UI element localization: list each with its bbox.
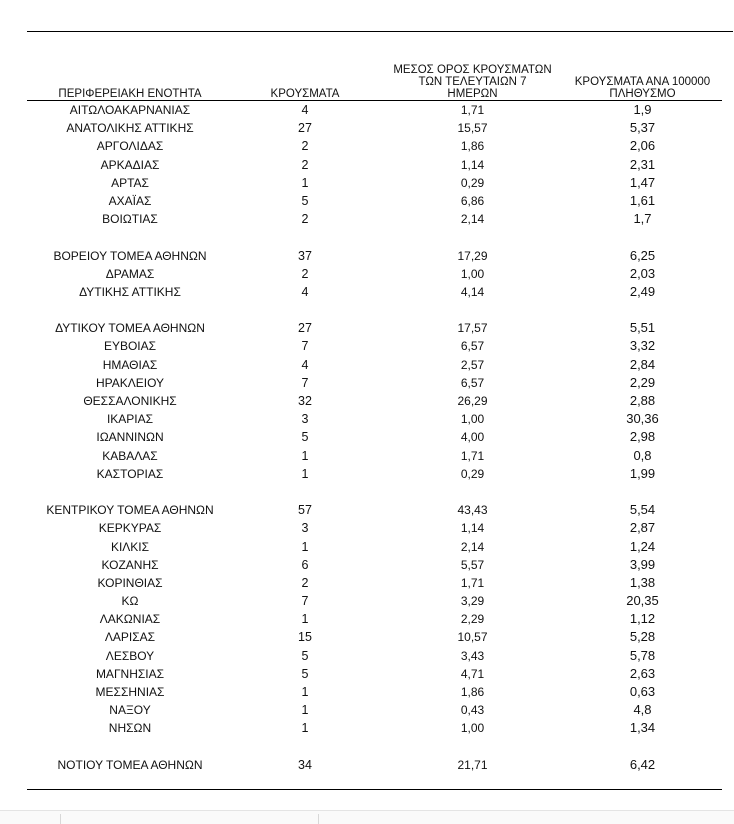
cell-avg: 0,29 (460, 175, 485, 190)
cell-avg: 0,29 (460, 466, 485, 481)
viewer-footer (0, 810, 734, 824)
cell-cases: 4 (301, 284, 309, 299)
cell-per: 1,7 (633, 211, 652, 227)
cell-avg: 1,14 (460, 157, 485, 172)
table-row (0, 410, 734, 428)
cell-cases: 57 (298, 503, 312, 518)
table-row (0, 137, 734, 155)
cell-region: ΛΑΡΙΣΑΣ (104, 630, 156, 645)
cell-per: 6,42 (629, 756, 656, 772)
cell-cases: 34 (298, 757, 312, 772)
cell-per: 3,99 (629, 556, 656, 572)
cell-avg: 1,00 (460, 266, 485, 281)
cell-avg: 1,71 (460, 448, 485, 463)
table-row (0, 701, 734, 719)
cell-avg: 10,57 (457, 630, 488, 645)
cell-region: ΘΕΣΣΑΛΟΝΙΚΗΣ (83, 394, 177, 408)
cell-avg: 2,29 (460, 612, 485, 627)
table-body (0, 101, 734, 774)
cell-cases: 1 (301, 466, 309, 481)
cell-avg: 1,71 (460, 103, 485, 117)
cell-region: ΚΟΖΑΝΗΣ (101, 557, 159, 572)
header-per-line1: ΚΡΟΥΣΜΑΤΑ ΑΝΑ 100000 (574, 76, 711, 88)
cell-per: 5,54 (629, 502, 656, 518)
table-row (0, 683, 734, 701)
group-spacer (0, 483, 734, 501)
cell-per: 5,28 (629, 629, 656, 645)
cell-region: ΑΧΑΪΑΣ (108, 193, 152, 208)
table-row (0, 392, 734, 410)
cell-cases: 7 (301, 375, 309, 390)
table-row (0, 538, 734, 556)
cell-avg: 6,57 (460, 375, 485, 390)
cell-per: 2,31 (629, 156, 656, 172)
cell-per: 3,32 (629, 338, 656, 354)
cell-avg: 21,71 (457, 757, 488, 772)
table-row (0, 447, 734, 465)
cell-avg: 26,29 (457, 394, 488, 408)
table-row (0, 247, 734, 265)
table-row (0, 119, 734, 137)
cell-region: ΔΡΑΜΑΣ (105, 266, 155, 281)
header-cases: ΚΡΟΥΣΜΑΤΑ (270, 88, 340, 100)
cell-avg: 4,14 (460, 284, 485, 299)
cell-region: ΝΟΤΙΟΥ ΤΟΜΕΑ ΑΘΗΝΩΝ (57, 757, 203, 772)
cell-cases: 5 (301, 648, 309, 663)
cell-region: ΗΡΑΚΛΕΙΟΥ (95, 375, 165, 390)
group-spacer (0, 228, 734, 246)
table-row (0, 501, 734, 519)
cell-avg: 6,86 (460, 193, 485, 208)
cell-cases: 15 (298, 630, 312, 645)
table-row (0, 647, 734, 665)
cell-per: 2,98 (629, 429, 656, 445)
cell-region: ΛΕΣΒΟΥ (105, 648, 155, 663)
cell-cases: 5 (301, 666, 309, 681)
cell-cases: 4 (301, 357, 309, 372)
cell-cases: 27 (298, 121, 312, 136)
cell-avg: 5,57 (460, 557, 485, 572)
cell-region: ΚΟΡΙΝΘΙΑΣ (97, 575, 163, 590)
cell-per: 0,8 (633, 447, 652, 463)
cell-region: ΙΚΑΡΙΑΣ (106, 412, 154, 427)
cell-per: 5,78 (629, 647, 656, 663)
header-avg-line1: ΜΕΣΟΣ ΟΡΟΣ ΚΡΟΥΣΜΑΤΩΝ (393, 64, 552, 76)
cell-cases: 6 (301, 557, 309, 572)
cell-cases: 2 (301, 212, 309, 227)
cell-avg: 4,00 (460, 430, 485, 445)
table-row (0, 156, 734, 174)
cell-cases: 1 (301, 612, 309, 627)
cell-per: 1,34 (629, 720, 656, 736)
cell-per: 2,03 (629, 265, 656, 281)
cell-cases: 4 (301, 103, 309, 117)
cell-region: ΜΑΓΝΗΣΙΑΣ (95, 666, 165, 681)
header-avg-line3: ΗΜΕΡΩΝ (447, 88, 498, 100)
group-spacer (0, 301, 734, 319)
cell-avg: 1,86 (460, 139, 485, 154)
cell-region: ΙΩΑΝΝΙΝΩΝ (96, 430, 164, 445)
cell-per: 1,38 (629, 574, 656, 590)
cell-cases: 7 (301, 339, 309, 354)
cell-region: ΜΕΣΣΗΝΙΑΣ (95, 685, 165, 699)
cell-avg: 4,71 (460, 666, 485, 681)
cell-region: ΚΑΒΑΛΑΣ (102, 448, 158, 463)
group-spacer (0, 738, 734, 756)
cell-per: 1,61 (629, 192, 656, 208)
cell-region: ΕΥΒΟΙΑΣ (103, 339, 157, 354)
cell-cases: 2 (301, 139, 309, 154)
top-rule (27, 31, 733, 32)
cell-region: ΔΥΤΙΚΟΥ ΤΟΜΕΑ ΑΘΗΝΩΝ (55, 321, 205, 336)
cell-avg: 3,43 (460, 648, 485, 663)
cell-avg: 2,57 (460, 357, 485, 372)
table-row (0, 756, 734, 774)
cell-avg: 17,57 (457, 321, 488, 336)
cell-per: 1,9 (633, 102, 652, 117)
cell-region: ΝΗΣΩΝ (108, 721, 152, 736)
cell-region: ΚΕΡΚΥΡΑΣ (98, 521, 162, 536)
table-header (0, 50, 734, 100)
header-region: ΠΕΡΙΦΕΡΕΙΑΚΗ ΕΝΟΤΗΤΑ (58, 88, 202, 100)
header-per-line2: ΠΛΗΘΥΣΜΟ (609, 88, 676, 100)
table-row (0, 719, 734, 737)
table-row (0, 283, 734, 301)
cell-per: 2,63 (629, 665, 656, 681)
cell-per: 4,8 (633, 702, 652, 718)
cell-cases: 1 (301, 703, 309, 718)
header-per-100k (555, 76, 730, 100)
table-row (0, 174, 734, 192)
cell-cases: 1 (301, 448, 309, 463)
cell-cases: 1 (301, 175, 309, 190)
table-row (0, 428, 734, 446)
cell-cases: 2 (301, 266, 309, 281)
cell-per: 20,35 (626, 593, 659, 609)
cell-cases: 1 (301, 685, 309, 699)
cell-per: 5,37 (629, 120, 656, 136)
cell-cases: 1 (301, 721, 309, 736)
table-row (0, 665, 734, 683)
cell-avg: 1,14 (460, 521, 485, 536)
cell-region: ΒΟΙΩΤΙΑΣ (102, 212, 158, 227)
cell-avg: 2,14 (460, 212, 485, 227)
table-row (0, 374, 734, 392)
table-row (0, 519, 734, 537)
header-avg (380, 64, 565, 100)
cell-region: ΝΑΞΟΥ (109, 703, 151, 718)
table-row (0, 465, 734, 483)
table-row (0, 610, 734, 628)
cell-per: 1,24 (629, 538, 656, 554)
cell-avg: 6,57 (460, 339, 485, 354)
table-row (0, 356, 734, 374)
cell-cases: 2 (301, 575, 309, 590)
cell-cases: 32 (298, 394, 312, 408)
cell-region: ΑΡΤΑΣ (111, 175, 149, 190)
table-row (0, 628, 734, 646)
table-row (0, 210, 734, 228)
cell-avg: 1,00 (460, 412, 485, 427)
cell-region: ΑΡΚΑΔΙΑΣ (100, 157, 160, 172)
cell-per: 2,84 (629, 356, 656, 372)
cell-per: 6,25 (629, 247, 656, 263)
bottom-rule (27, 789, 722, 790)
footer-divider (318, 814, 319, 824)
cell-avg: 1,00 (460, 721, 485, 736)
cell-region: ΚΑΣΤΟΡΙΑΣ (96, 466, 164, 481)
cell-per: 1,12 (629, 611, 656, 627)
cell-per: 1,99 (629, 465, 656, 481)
cell-cases: 1 (301, 539, 309, 554)
header-avg-line2: ΤΩΝ ΤΕΛΕΥΤΑΙΩΝ 7 (418, 76, 527, 88)
cell-region: ΑΡΓΟΛΙΔΑΣ (96, 139, 164, 154)
table-row (0, 192, 734, 210)
cell-per: 2,29 (629, 374, 656, 390)
cell-region: ΗΜΑΘΙΑΣ (102, 357, 158, 372)
cell-avg: 1,71 (460, 575, 485, 590)
cell-region: ΑΝΑΤΟΛΙΚΗΣ ΑΤΤΙΚΗΣ (66, 121, 194, 136)
cell-region: ΔΥΤΙΚΗΣ ΑΤΤΙΚΗΣ (79, 284, 181, 299)
cell-per: 2,87 (629, 520, 656, 536)
cell-avg: 0,43 (460, 703, 485, 718)
cell-per: 5,51 (629, 320, 656, 336)
table-row (0, 592, 734, 610)
table-row (0, 337, 734, 355)
cell-cases: 3 (301, 521, 309, 536)
cell-per: 2,88 (629, 393, 656, 408)
cell-avg: 1,86 (460, 685, 485, 699)
table-row (0, 556, 734, 574)
cell-region: ΚΕΝΤΡΙΚΟΥ ΤΟΜΕΑ ΑΘΗΝΩΝ (46, 503, 214, 518)
footer-divider (60, 814, 61, 824)
cell-region: ΛΑΚΩΝΙΑΣ (99, 612, 161, 627)
table-row (0, 574, 734, 592)
cell-avg: 17,29 (457, 248, 488, 263)
cell-avg: 43,43 (457, 503, 488, 518)
cell-cases: 2 (301, 157, 309, 172)
cell-region: ΚΙΛΚΙΣ (110, 539, 150, 554)
cell-per: 0,63 (629, 684, 656, 699)
cell-region: ΒΟΡΕΙΟΥ ΤΟΜΕΑ ΑΘΗΝΩΝ (53, 248, 207, 263)
cell-region: ΑΙΤΩΛΟΑΚΑΡΝΑΝΙΑΣ (69, 103, 191, 117)
cell-per: 2,06 (629, 138, 656, 154)
cell-cases: 3 (301, 412, 309, 427)
cell-cases: 5 (301, 193, 309, 208)
cell-avg: 2,14 (460, 539, 485, 554)
cell-cases: 27 (298, 321, 312, 336)
cell-avg: 15,57 (457, 121, 488, 136)
cell-avg: 3,29 (460, 594, 485, 609)
table-row (0, 265, 734, 283)
cell-cases: 7 (301, 594, 309, 609)
cell-region: ΚΩ (121, 594, 139, 609)
table-row (0, 319, 734, 337)
table-row (0, 101, 734, 119)
cell-cases: 5 (301, 430, 309, 445)
cell-per: 1,47 (629, 174, 656, 190)
cell-cases: 37 (298, 248, 312, 263)
cell-per: 2,49 (629, 283, 656, 299)
cell-per: 30,36 (626, 411, 659, 427)
